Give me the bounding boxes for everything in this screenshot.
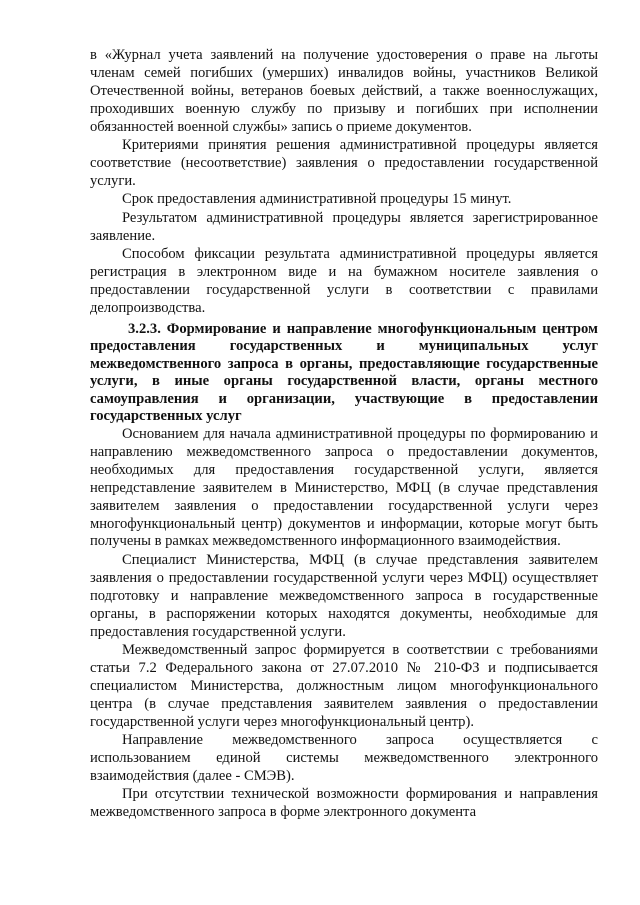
paragraph-journal-entry: в «Журнал учета заявлений на получение удостоверения о праве на льготы членам семей погибших (умерших) инвалидов войны, участников Великой Отечественной войны, ветеранов боевых действий, а также военнослужащих, проходивших военную службу по призыву и погибших при исполнении обязанностей военной службы» запись о приеме документов. xyxy=(90,47,598,135)
paragraph-result-fixation: Способом фиксации результата административной процедуры является регистрация в электронном виде и на бумажном носителе заявления о предоставлении государственной услуги в соответствии с правилами делопроизводства. xyxy=(90,246,598,317)
section-heading-3-2-3: 3.2.3. Формирование и направление многофункциональным центром предоставления государственных и муниципальных услуг межведомственного запроса в органы, предоставляющие государственные услуги, в иные органы государственной власти, органы местного самоуправления и организации, участвующие в предоставлении государственных услуг xyxy=(90,320,598,425)
paragraph-procedure-term: Срок предоставления административной процедуры 15 минут. xyxy=(122,191,512,208)
paragraph-smev-usage: Направление межведомственного запроса осуществляется с использованием единой системы межведомственного электронного взаимодействия (далее - СМЭВ). xyxy=(90,732,598,784)
paragraph-specialist-request: Специалист Министерства, МФЦ (в случае представления заявителем заявления о предоставлении государственной услуги через МФЦ) осуществляет подготовку и направление межведомственного запроса в государственные органы, в распоряжении которых находятся документы, необходимые для предоставления государственной услуги. xyxy=(90,551,598,640)
paragraph-procedure-result: Результатом административной процедуры является зарегистрированное заявление. xyxy=(90,209,598,244)
paragraph-no-technical-possibility: При отсутствии технической возможности формирования и направления межведомственного запроса в форме электронного документа xyxy=(90,786,598,821)
document-body xyxy=(90,47,598,822)
paragraph-decision-criteria: Критериями принятия решения административной процедуры является соответствие (несоответствие) заявления о предоставлении государственной услуги. xyxy=(90,137,598,189)
paragraph-procedure-basis: Основанием для начала административной процедуры по формированию и направлению межведомственного запроса о предоставлении документов, необходимых для предоставления государственной услуги, является непредставление заявителем в Министерство, МФЦ (в случае представления заявителем заявления о предоставлении государственной услуги через многофункциональный центр) документов и информации, которые могут быть получены в рамках межведомственного информационного взаимодействия. xyxy=(90,425,598,550)
paragraph-request-requirements: Межведомственный запрос формируется в соответствии с требованиями статьи 7.2 Федерального закона от 27.07.2010 № 210-ФЗ и подписывается специалистом Министерства, должностным лицом многофункционального центра (в случае представления заявителем заявления о предоставлении государственной услуги через многофункциональный центр). xyxy=(90,642,598,730)
